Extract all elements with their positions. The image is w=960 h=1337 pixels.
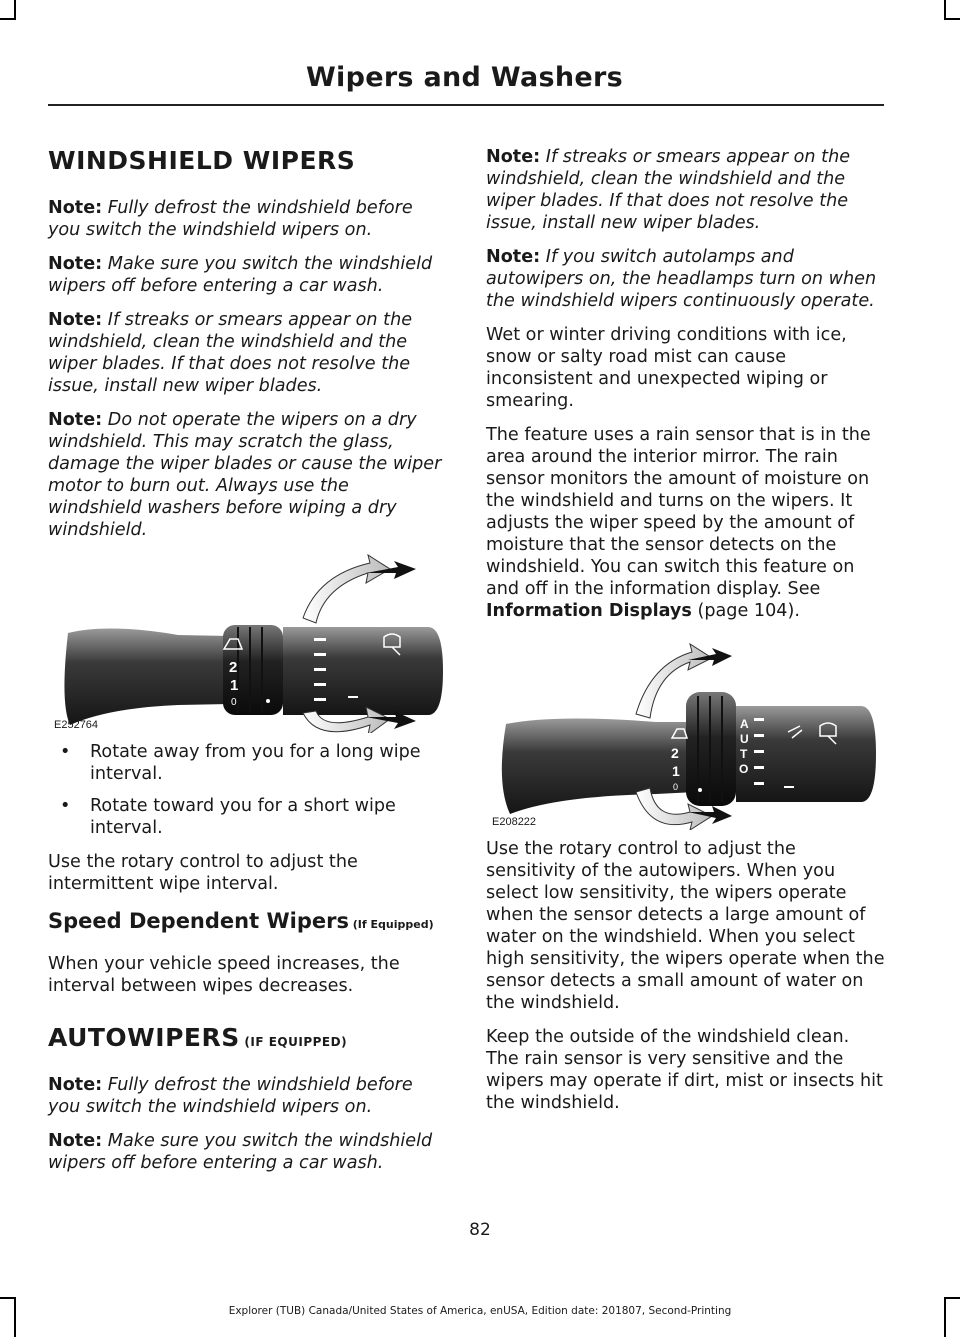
speed-2-mark: 2 <box>229 659 238 676</box>
note: Note: Fully defrost the windshield before you switch the windshield wipers on. <box>48 1075 413 1117</box>
off-mark: 0 <box>673 782 679 792</box>
wiper-stalk-illustration <box>48 553 448 733</box>
list-item: • Rotate away from you for a long wipe interval. <box>48 741 448 785</box>
note: Note: If streaks or smears appear on the windshield, clean the windshield and the wiper blades. If that does not resolve the issue, install new wiper blades. <box>486 147 851 233</box>
auto-letter: U <box>740 732 749 746</box>
note: Note: Make sure you switch the windshield wipers off before entering a car wash. <box>48 254 433 296</box>
left-column <box>48 146 448 1186</box>
crop-mark <box>944 1297 960 1299</box>
list-item: • Rotate toward you for a short wipe interval. <box>48 795 448 839</box>
paragraph: Wet or winter driving conditions with ice, snow or salty road mist can cause inconsistent and unexpected wiping or smearing. <box>486 325 847 411</box>
speed-1-mark: 1 <box>230 677 239 694</box>
paragraph: When your vehicle speed increases, the interval between wipes decreases. <box>48 954 400 996</box>
rotate-away-arrow <box>303 555 390 623</box>
crop-mark <box>0 1297 16 1299</box>
auto-letter: O <box>739 762 749 776</box>
figure-id: E252764 <box>54 719 99 731</box>
crop-mark <box>0 18 16 20</box>
crop-mark <box>14 1297 16 1337</box>
crop-mark <box>944 18 960 20</box>
auto-letter: A <box>740 717 749 731</box>
section-title-windshield-wipers: WINDSHIELD WIPERS <box>48 146 356 175</box>
note: Note: Do not operate the wipers on a dry windshield. This may scratch the glass, damage the wiper blades or cause the wiper motor to burn out. Always use the windshield washers before wiping a dry windshield. <box>48 410 442 540</box>
note: Note: Make sure you switch the windshield wipers off before entering a car wash. <box>48 1131 433 1173</box>
note: Note: If you switch autolamps and autowipers on, the headlamps turn on when the windshield wipers continuously operate. <box>486 247 877 311</box>
crop-mark <box>944 0 946 20</box>
speed-2-mark: 2 <box>671 745 679 761</box>
crop-mark <box>944 1297 946 1337</box>
paragraph: Use the rotary control to adjust the sensitivity of the autowipers. When you select low sensitivity, the wipers operate when the sensor detects a large amount of water on the windshield. When you select high sensitivity, the wipers operate when the sensor detects a small amount of water on the windshield. <box>486 839 885 1013</box>
paragraph: Use the rotary control to adjust the intermittent wipe interval. <box>48 852 358 894</box>
page-title: Wipers and Washers <box>305 62 623 93</box>
section-title-autowipers: AUTOWIPERS (IF EQUIPPED) <box>48 1023 348 1052</box>
auto-letter: T <box>740 747 748 761</box>
note: Note: Fully defrost the windshield before you switch the windshield wipers on. <box>48 198 413 240</box>
autowiper-stalk-figure <box>486 634 886 830</box>
figure-id: E208222 <box>492 816 537 828</box>
note: Note: If streaks or smears appear on the windshield, clean the windshield and the wiper blades. If that does not resolve the issue, install new wiper blades. <box>48 310 413 396</box>
page-number: 82 <box>469 1220 491 1240</box>
crop-mark <box>14 0 16 20</box>
header-rule <box>48 104 884 106</box>
autowiper-stalk-illustration <box>486 634 886 830</box>
paragraph: The feature uses a rain sensor that is in the area around the interior mirror. The rain sensor monitors the amount of moisture on the windshield and turns on the wipers. It adjusts the wiper speed by the amount of moisture that the sensor detects on the windshield. You can switch this feature on and off in the information display. See Information Displays (page 104). <box>486 425 871 621</box>
speed-1-mark: 1 <box>672 763 680 779</box>
subsection-title-speed-dependent-wipers: Speed Dependent Wipers (If Equipped) <box>48 909 434 933</box>
off-mark: 0 <box>231 697 237 708</box>
wiper-stalk-figure <box>48 553 448 733</box>
bullet-list <box>48 741 448 839</box>
information-displays-link[interactable]: Information Displays <box>486 601 692 621</box>
page-header <box>0 58 960 103</box>
right-column <box>486 146 886 1126</box>
paragraph: Keep the outside of the windshield clean. The rain sensor is very sensitive and the wipers may operate if dirt, mist or insects hit the windshield. <box>486 1027 883 1113</box>
footer-edition-info: Explorer (TUB) Canada/United States of America, enUSA, Edition date: 201807, Second-Printing <box>228 1305 732 1317</box>
